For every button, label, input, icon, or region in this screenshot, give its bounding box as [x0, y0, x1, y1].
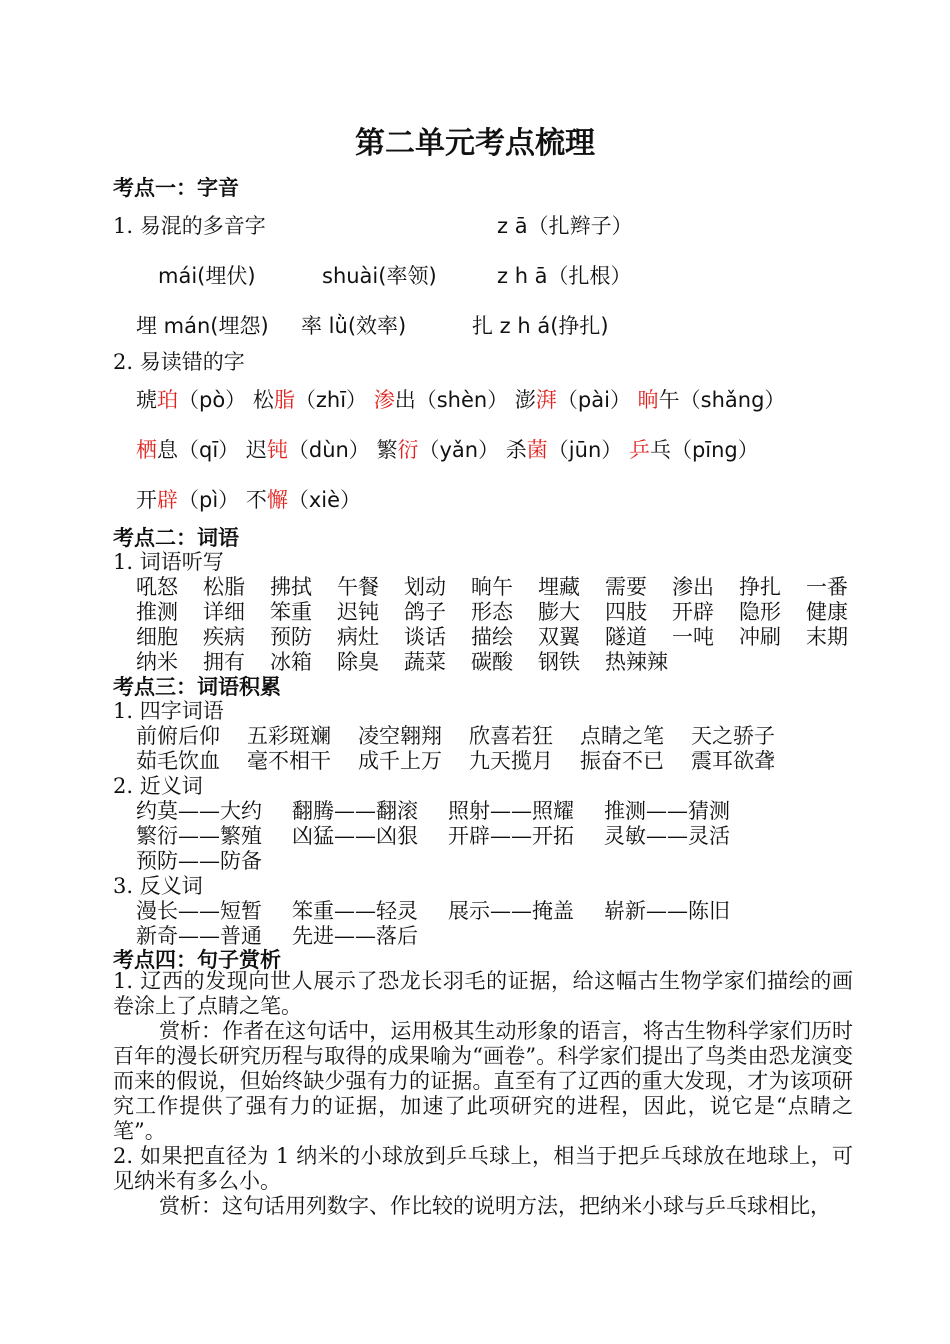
four-char-idiom: 欣喜若狂 [469, 724, 553, 748]
antonym-pair: 展示——掩盖 [448, 899, 574, 923]
misread-word: 不懈（xiè） [245, 488, 362, 512]
dictation-word: 一吨 [672, 625, 714, 649]
four-char-idiom: 茹毛饮血 [136, 749, 220, 773]
four-char-idiom: 五彩斑斓 [247, 724, 331, 748]
dictation-word: 推测 [136, 600, 178, 624]
dictation-word: 挣扎 [739, 575, 781, 599]
dictation-word: 热辣辣 [605, 650, 668, 674]
misread-row-3 [136, 484, 361, 514]
dictation-word: 隐形 [739, 600, 781, 624]
misread-row-2 [136, 434, 759, 464]
pinyin-mai: mái(埋伏) [158, 264, 256, 288]
dictation-word: 一番 [806, 575, 848, 599]
dictation-word: 拂拭 [270, 575, 312, 599]
dictation-word: 松脂 [203, 575, 245, 599]
pinyin-zha-gen: z h ā（扎根） [497, 264, 632, 288]
misread-word: 松脂（zhī） [252, 388, 368, 412]
polyphone-label: 1. 易混的多音字 [113, 214, 266, 238]
dictation-word: 冰箱 [270, 650, 312, 674]
dictation-word: 晌午 [471, 575, 513, 599]
dictation-word: 开辟 [672, 600, 714, 624]
four-char-idiom: 凌空翱翔 [358, 724, 442, 748]
synonym-pair: 繁衍——繁殖 [136, 824, 262, 848]
dictation-word: 拥有 [203, 650, 245, 674]
dictation-word: 双翼 [538, 625, 580, 649]
misread-word: 杀菌（jūn） [505, 438, 623, 462]
dictation-word: 蔬菜 [404, 650, 446, 674]
dictation-word: 四肢 [605, 600, 647, 624]
four-char-idiom: 震耳欲聋 [691, 749, 775, 773]
synonym-pair: 约莫——大约 [136, 799, 262, 823]
pinyin-shuai: shuài(率领) [322, 264, 437, 288]
synonym-pair: 开辟——开拓 [448, 824, 574, 848]
dictation-word: 笨重 [270, 600, 312, 624]
four-char-idiom: 毫不相干 [247, 749, 331, 773]
dictation-word: 疾病 [203, 625, 245, 649]
dictation-word: 详细 [203, 600, 245, 624]
misread-word: 繁衍（yǎn） [376, 438, 500, 462]
dictation-word: 膨大 [538, 600, 580, 624]
synonym-pair: 照射——照耀 [448, 799, 574, 823]
misread-word: 栖息（qī） [136, 438, 240, 462]
misread-word: 渗出（shèn） [373, 388, 509, 412]
antonym-pair: 笨重——轻灵 [292, 899, 418, 923]
dictation-word: 需要 [605, 575, 647, 599]
dictation-word: 冲刷 [739, 625, 781, 649]
dictation-word: 埋藏 [538, 575, 580, 599]
antonym-pair: 先进——落后 [292, 924, 418, 948]
section-heading-sentences: 考点四：句子赏析 [113, 948, 281, 972]
dictation-word: 纳米 [136, 650, 178, 674]
antonym-pair: 新奇——普通 [136, 924, 262, 948]
pinyin-man: 埋 mán(埋怨) [136, 314, 269, 338]
four-char-label: 1. 四字词语 [113, 699, 224, 723]
four-char-idiom: 九天揽月 [469, 749, 553, 773]
dictation-word: 划动 [404, 575, 446, 599]
misread-word: 开辟（pì） [136, 488, 240, 512]
analysis-1: 赏析：作者在这句话中，运用极其生动形象的语言，将古生物科学家们历时百年的漫长研究历程与取得的成果喻为“画卷”。科学家们提出了鸟类由恐龙演变而来的假说，但始终缺少强有力的证据。直至有了辽西的重大发现，才为该项研究工作提供了强有力的证据，加速了此项研究的进程，因此，说它是“点睛之笔”。 [113, 1019, 853, 1143]
misread-row-1 [136, 384, 785, 414]
misread-word: 澎湃（pài） [514, 388, 631, 412]
sentence-2: 2. 如果把直径为 1 纳米的小球放到乒乓球上，相当于把乒乓球放在地球上，可见纳米有多么小。 [113, 1144, 853, 1193]
synonym-pair: 翻腾——翻滚 [292, 799, 418, 823]
misread-word: 乒乓（pīng） [628, 438, 759, 462]
antonym-label: 3. 反义词 [113, 874, 203, 898]
dictation-word: 健康 [806, 600, 848, 624]
four-char-idiom: 天之骄子 [691, 724, 775, 748]
misread-word: 迟钝（dùn） [245, 438, 370, 462]
misread-label: 2. 易读错的字 [113, 350, 245, 374]
pinyin-lv: 率 lǜ(效率) [301, 314, 407, 338]
pinyin-za: z ā（扎辫子） [497, 214, 633, 238]
dictation-word: 末期 [806, 625, 848, 649]
dictation-word: 吼怒 [136, 575, 178, 599]
misread-word: 琥珀（pò） [136, 388, 247, 412]
sentence-1: 1. 辽西的发现向世人展示了恐龙长羽毛的证据，给这幅古生物学家们描绘的画卷涂上了点睛之笔。 [113, 969, 853, 1018]
dictation-word: 谈话 [404, 625, 446, 649]
dictation-label: 1. 词语听写 [113, 550, 224, 574]
four-char-idiom: 振奋不已 [580, 749, 664, 773]
misread-word: 晌午（shǎng） [637, 388, 786, 412]
synonym-pair: 推测——猜测 [604, 799, 730, 823]
synonym-pair: 预防——防备 [136, 849, 262, 873]
page-title: 第二单元考点梳理 [355, 126, 595, 161]
pinyin-zha-zheng: 扎 z h á(挣扎) [472, 314, 609, 338]
analysis-2: 赏析：这句话用列数字、作比较的说明方法，把纳米小球与乒乓球相比， [159, 1194, 831, 1218]
four-char-idiom: 点睛之笔 [580, 724, 664, 748]
dictation-word: 午餐 [337, 575, 379, 599]
dictation-word: 碳酸 [471, 650, 513, 674]
synonym-label: 2. 近义词 [113, 774, 203, 798]
dictation-word: 迟钝 [337, 600, 379, 624]
section-heading-pronunciation: 考点一：字音 [113, 176, 239, 200]
antonym-pair: 漫长——短暂 [136, 899, 262, 923]
antonym-pair: 崭新——陈旧 [604, 899, 730, 923]
dictation-word: 预防 [270, 625, 312, 649]
dictation-word: 形态 [471, 600, 513, 624]
four-char-idiom: 前俯后仰 [136, 724, 220, 748]
dictation-word: 描绘 [471, 625, 513, 649]
dictation-word: 鸽子 [404, 600, 446, 624]
four-char-idiom: 成千上万 [358, 749, 442, 773]
synonym-pair: 灵敏——灵活 [604, 824, 730, 848]
section-heading-words: 考点二：词语 [113, 526, 239, 550]
synonym-pair: 凶猛——凶狠 [292, 824, 418, 848]
section-heading-accumulation: 考点三：词语积累 [113, 675, 281, 699]
dictation-word: 钢铁 [538, 650, 580, 674]
dictation-word: 隧道 [605, 625, 647, 649]
dictation-word: 渗出 [672, 575, 714, 599]
dictation-word: 细胞 [136, 625, 178, 649]
dictation-word: 除臭 [337, 650, 379, 674]
dictation-word: 病灶 [337, 625, 379, 649]
